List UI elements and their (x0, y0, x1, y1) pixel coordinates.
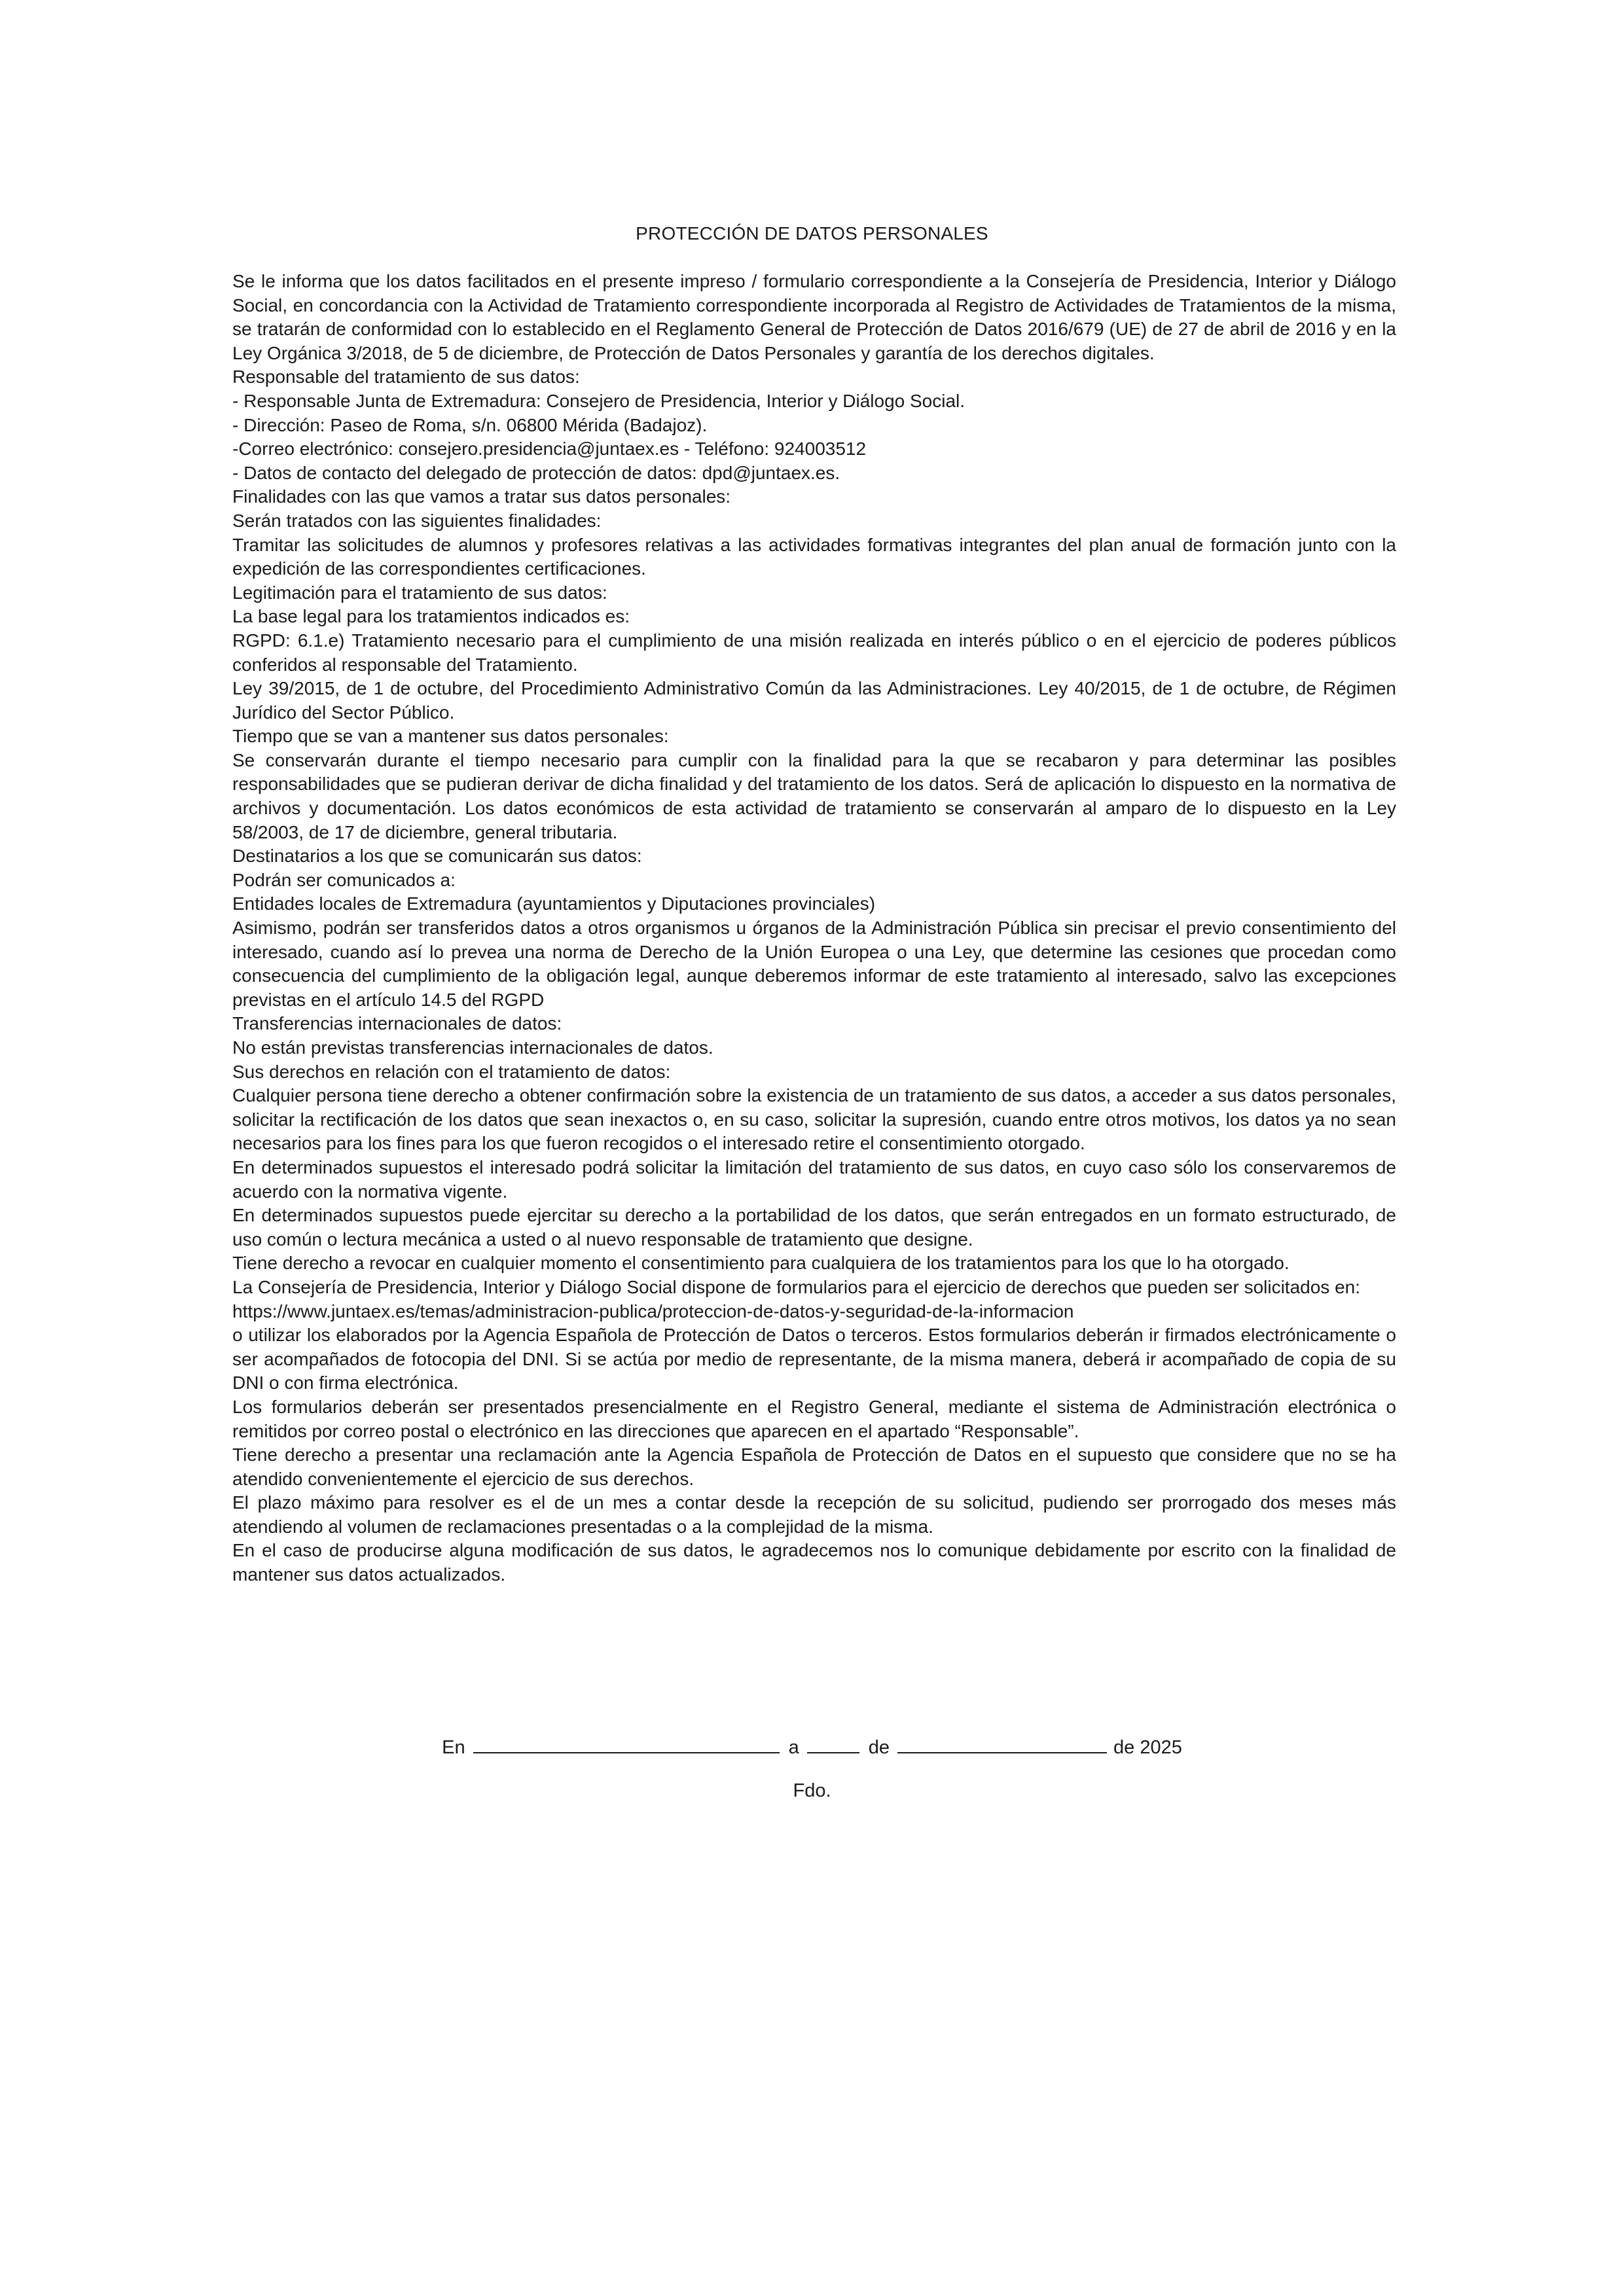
paragraph-rgpd: RGPD: 6.1.e) Tratamiento necesario para el cumplimiento de una misión realizada en interés público o en el ejercicio de poderes públicos conferidos al responsable del Tratamiento. (232, 630, 1396, 675)
paragraph-entidades-locales: Entidades locales de Extremadura (ayuntamientos y Diputaciones provinciales) (232, 893, 876, 914)
paragraph-base-legal-intro: La base legal para los tratamientos indicados es: (232, 606, 630, 627)
heading-tiempo: Tiempo que se van a mantener sus datos personales: (232, 726, 669, 747)
a-label: a (788, 1737, 799, 1758)
signature-fdo-label: Fdo. (793, 1780, 831, 1801)
document-body (232, 270, 1396, 1587)
list-item-contacto: -Correo electrónico: consejero.presidencia@juntaex.es - Teléfono: 924003512 (232, 439, 867, 459)
list-item-responsable: - Responsable Junta de Extremadura: Consejero de Presidencia, Interior y Diálogo Social. (232, 390, 965, 411)
paragraph-ley-39-2015: Ley 39/2015, de 1 de octubre, del Procedimiento Administrativo Común da las Administraciones. Ley 40/2015, de 1 de octubre, de Régimen Jurídico del Sector Público. (232, 678, 1396, 723)
list-item-direccion: - Dirección: Paseo de Roma, s/n. 06800 Mérida (Badajoz). (232, 414, 708, 435)
heading-responsable: Responsable del tratamiento de sus datos: (232, 367, 580, 387)
page-title: PROTECCIÓN DE DATOS PERSONALES (636, 223, 988, 243)
paragraph-transferencias-otros: Asimismo, podrán ser transferidos datos a otros organismos u órganos de la Administración Pública sin precisar el previo consentimiento del interesado, cuando así lo prevea una norma de Derecho de la Unión Europea o una Ley, que determine las cesiones que procedan como consecuencia del cumplimiento de la obligación legal, aunque deberemos informar de este tratamiento al interesado, salvo las excepciones previstas en el artículo 14.5 del RGPD (232, 918, 1396, 1010)
de-label: de (868, 1737, 890, 1758)
paragraph-finalidades: Tramitar las solicitudes de alumnos y profesores relativas a las actividades formativas integrantes del plan anual de formación junto con la expedición de las correspondientes certificaciones. (232, 534, 1396, 579)
heading-legitimacion: Legitimación para el tratamiento de sus datos: (232, 582, 607, 603)
en-label: En (442, 1737, 465, 1758)
paragraph-presentacion: Los formularios deberán ser presentados presencialmente en el Registro General, mediante el sistema de Administración electrónica o remitidos por correo postal o electrónico en las direcciones que aparecen en el apartado “Responsable”. (232, 1396, 1396, 1441)
paragraph-intro: Se le informa que los datos facilitados en el presente impreso / formulario correspondiente a la Consejería de Presidencia, Interior y Diálogo Social, en concordancia con la Actividad de Tratamiento correspondiente incorporada al Registro de Actividades de Tratamientos de la misma, se tratarán de conformidad con lo establecido en el Reglamento General de Protección de Datos 2016/679 (UE) de 27 de abril de 2016 y en la Ley Orgánica 3/2018, de 5 de diciembre, de Protección de Datos Personales y garantía de los derechos digitales. (232, 271, 1396, 363)
link-formularios-url[interactable]: https://www.juntaex.es/temas/administracion-publica/proteccion-de-datos-y-seguridad-de-la-informacion (232, 1300, 1074, 1321)
paragraph-finalidades-intro: Serán tratados con las siguientes finalidades: (232, 510, 602, 531)
paragraph-conservacion: Se conservarán durante el tiempo necesario para cumplir con la finalidad para la que se recabaron y para determinar las posibles responsabilidades que se pudieran derivar de dicha finalidad y del tratamiento de los datos. Será de aplicación lo dispuesto en la normativa de archivos y documentación. Los datos económicos de esta actividad de tratamiento se conservarán al amparo de lo dispuesto en la Ley 58/2003, de 17 de diciembre, general tributaria. (232, 749, 1396, 842)
paragraph-modificacion: En el caso de producirse alguna modificación de sus datos, le agradecemos nos lo comunique debidamente por escrito con la finalidad de mantener sus datos actualizados. (232, 1540, 1396, 1585)
month-blank-field[interactable] (897, 1735, 1107, 1753)
paragraph-derecho-acceso: Cualquier persona tiene derecho a obtener confirmación sobre la existencia de un tratamiento de sus datos, a acceder a sus datos personales, solicitar la rectificación de los datos que sean inexactos o, en su caso, solicitar la supresión, cuando entre otros motivos, los datos ya no sean necesarios para los fines para los que fueron recogidos o el interesado retire el consentimiento otorgado. (232, 1085, 1396, 1154)
paragraph-portabilidad: En determinados supuestos puede ejercitar su derecho a la portabilidad de los datos, que serán entregados en un formato estructurado, de uso común o lectura mecánica a usted o al nuevo responsable de tratamiento que designe. (232, 1205, 1396, 1249)
paragraph-formularios-intro: La Consejería de Presidencia, Interior y Diálogo Social dispone de formularios para el ejercicio de derechos que pueden ser solicitados en: (232, 1276, 1360, 1297)
year-label: de 2025 (1113, 1737, 1182, 1758)
signature-date-line (0, 1734, 1624, 1761)
day-blank-field[interactable] (807, 1735, 859, 1753)
heading-finalidades: Finalidades con las que vamos a tratar sus datos personales: (232, 486, 731, 507)
paragraph-formularios-aepd: o utilizar los elaborados por la Agencia Española de Protección de Datos o terceros. Estos formularios deberán ir firmados electrónicamente o ser acompañados de fotocopia del DNI. Si se actúa por medio de representante, de la misma manera, deberá ir acompañado de copia de su DNI o con firma electrónica. (232, 1325, 1396, 1393)
paragraph-plazo: El plazo máximo para resolver es el de un mes a contar desde la recepción de su solicitud, pudiendo ser prorrogado dos meses más atendiendo al volumen de reclamaciones presentadas o a la complejidad de la misma. (232, 1492, 1396, 1537)
paragraph-no-transferencias: No están previstas transferencias internacionales de datos. (232, 1037, 713, 1058)
paragraph-limitacion: En determinados supuestos el interesado podrá solicitar la limitación del tratamiento de sus datos, en cuyo caso sólo los conservaremos de acuerdo con la normativa vigente. (232, 1157, 1396, 1202)
place-blank-field[interactable] (473, 1735, 780, 1753)
list-item-delegado: - Datos de contacto del delegado de protección de datos: dpd@juntaex.es. (232, 462, 840, 483)
paragraph-revocar: Tiene derecho a revocar en cualquier momento el consentimiento para cualquiera de los tratamientos para los que lo ha otorgado. (232, 1253, 1290, 1274)
heading-transferencias: Transferencias internacionales de datos: (232, 1013, 562, 1034)
heading-destinatarios: Destinatarios a los que se comunicarán sus datos: (232, 846, 642, 867)
paragraph-reclamacion: Tiene derecho a presentar una reclamación ante la Agencia Española de Protección de Datos en el supuesto que considere que no se ha atendido convenientemente el ejercicio de sus derechos. (232, 1444, 1396, 1489)
heading-derechos: Sus derechos en relación con el tratamiento de datos: (232, 1061, 671, 1082)
paragraph-comunicados-intro: Podrán ser comunicados a: (232, 869, 456, 890)
